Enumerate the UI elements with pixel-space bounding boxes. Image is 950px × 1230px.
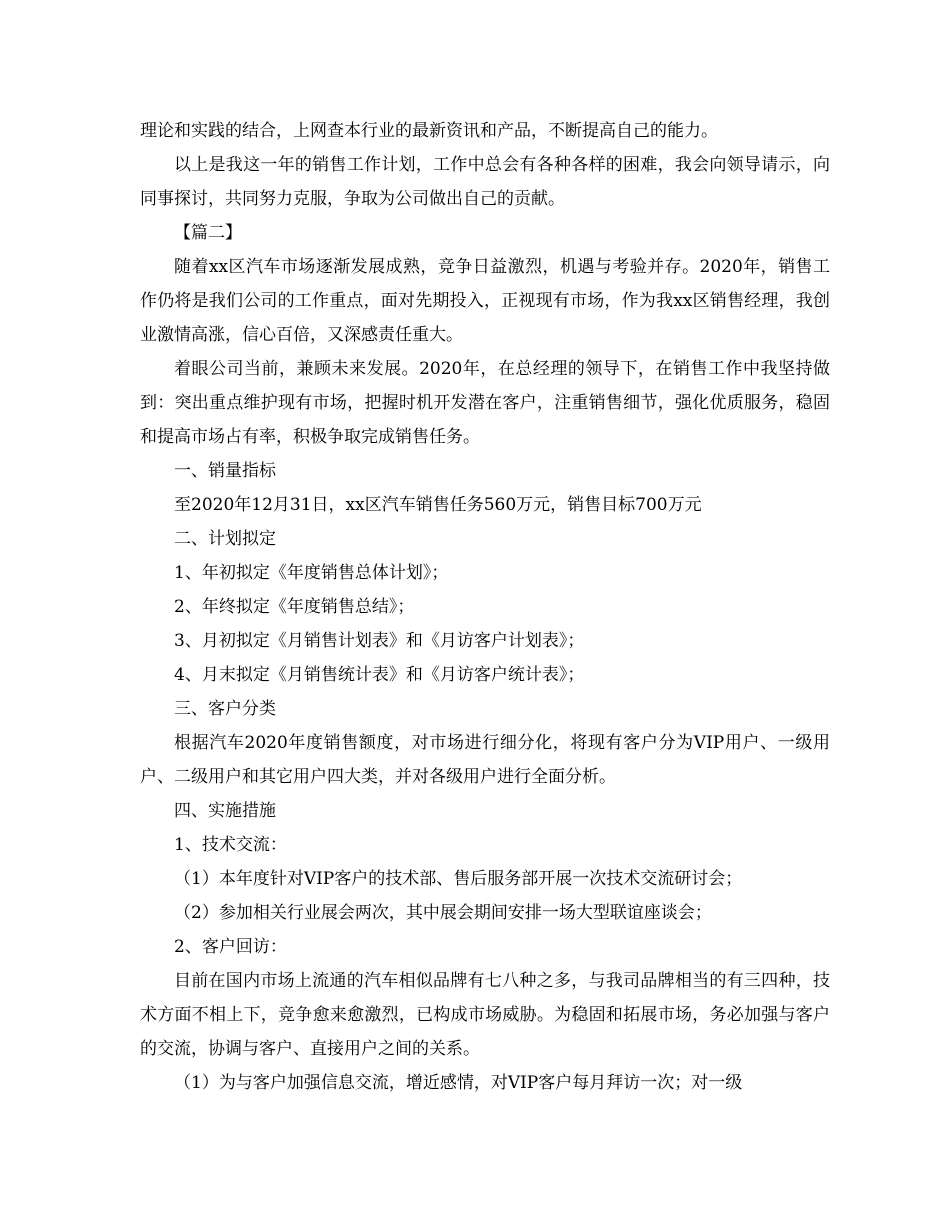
section-heading: 一、销量指标 (174, 461, 276, 481)
list-item: 3、月初拟定《月销售计划表》和《月访客户计划表》； (174, 631, 585, 651)
paragraph: 目前在国内市场上流通的汽车相似品牌有七八种之多，与我司品牌相当的有三四种，技术方面不相上下，竞争愈来愈激烈，已构成市场威胁。为稳固和拓展市场，务必加强与客户的交流，协调与客户、直接用户之间的关系。 (140, 971, 830, 1059)
section-heading: 四、实施措施 (174, 801, 276, 821)
paragraph: 着眼公司当前，兼顾未来发展。2020年，在总经理的领导下，在销售工作中我坚持做到：突出重点维护现有市场，把握时机开发潜在客户，注重销售细节，强化优质服务，稳固和提高市场占有率，积极争取完成销售任务。 (140, 359, 830, 447)
subsection-heading: 1、技术交流： (174, 835, 287, 855)
list-item: 1、年初拟定《年度销售总体计划》； (174, 563, 449, 583)
list-item: （2）参加相关行业展会两次，其中展会期间安排一场大型联谊座谈会； (174, 903, 712, 923)
paragraph: 以上是我这一年的销售工作计划，工作中总会有各种各样的困难，我会向领导请示，向同事探讨，共同努力克服，争取为公司做出自己的贡献。 (140, 155, 830, 209)
section-heading: 二、计划拟定 (174, 529, 276, 549)
list-item: （1）本年度针对VIP客户的技术部、售后服务部开展一次技术交流研讨会； (174, 869, 743, 889)
paragraph: 理论和实践的结合，上网查本行业的最新资讯和产品，不断提高自己的能力。 (140, 121, 718, 141)
section-heading: 【篇二】 (174, 223, 242, 243)
list-item: 2、年终拟定《年度销售总结》； (174, 597, 415, 617)
subsection-heading: 2、客户回访： (174, 937, 287, 957)
document-body (140, 114, 830, 1100)
list-item: 4、月末拟定《月销售统计表》和《月访客户统计表》； (174, 665, 585, 685)
paragraph: 根据汽车2020年度销售额度，对市场进行细分化，将现有客户分为VIP用户、一级用户、二级用户和其它用户四大类，并对各级用户进行全面分析。 (140, 733, 830, 787)
list-item: （1）为与客户加强信息交流，增近感情，对VIP客户每月拜访一次；对一级 (174, 1073, 743, 1093)
section-heading: 三、客户分类 (174, 699, 276, 719)
paragraph: 至2020年12月31日，xx区汽车销售任务560万元，销售目标700万元 (174, 495, 702, 515)
paragraph: 随着xx区汽车市场逐渐发展成熟，竞争日益激烈，机遇与考验并存。2020年，销售工作仍将是我们公司的工作重点，面对先期投入，正视现有市场，作为我xx区销售经理，我创业激情高涨，信心百倍，又深感责任重大。 (140, 257, 830, 345)
